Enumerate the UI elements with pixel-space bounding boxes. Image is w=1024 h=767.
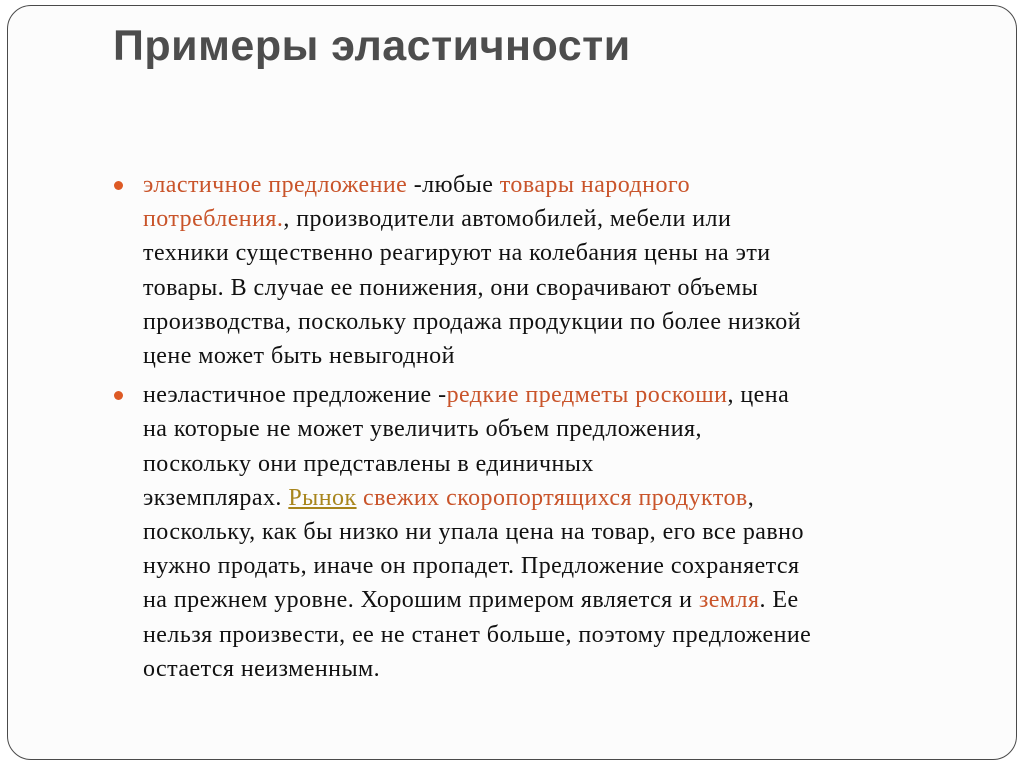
bullet-elastic-supply [112,168,972,373]
highlight-consumer-goods: товары народного [499,172,691,198]
text-line: нужно продать, иначе он пропадет. Предложение сохраняется [143,553,800,580]
text-line: товары. В случае ее понижения, они сворачивают объемы [143,274,759,301]
highlight-luxury-items: редкие предметы роскоши [446,382,728,409]
text-segment: , [747,484,755,511]
text-line [143,481,972,515]
bullet-dot-icon [114,391,123,400]
text-segment: -любые [407,172,500,198]
text-segment: на прежнем уровне. Хорошим примером является и [143,587,699,614]
text-line: производства, поскольку продажа продукции по более низкой [143,308,802,335]
text-segment: , производители автомобилей, мебели или [283,206,732,233]
text-segment: . Ее [759,587,799,614]
text-line: поскольку, как бы низко ни упала цена на товар, его все равно [143,519,804,546]
highlight-consumption: потребления. [143,206,284,233]
text-line: на которые не может увеличить объем предложения, [143,416,702,443]
bullet-list [112,168,972,691]
highlight-land: земля [698,587,760,614]
market-link[interactable]: Рынок [288,484,357,511]
text-line [143,378,972,412]
text-segment: , цена [727,382,790,409]
term-elastic-supply: эластичное предложение [143,172,408,198]
text-segment: неэластичное предложение - [143,382,447,409]
text-line: техники существенно реагируют на колебания цены на эти [143,240,771,267]
text-line: цене может быть невыгодной [143,343,455,370]
text-line: нельзя произвести, ее не станет больше, поэтому предложение [143,621,812,648]
slide-title: Примеры эластичности [113,22,631,70]
bullet-inelastic-supply [112,378,972,686]
text-line [143,168,972,202]
bullet-dot-icon [114,181,123,190]
text-line: остается неизменным. [143,655,381,682]
text-segment: экземплярах. [143,484,289,511]
text-line [143,202,972,236]
text-line [143,583,972,617]
highlight-perishables: свежих скоропортящихся продуктов [363,484,748,511]
text-line: поскольку они представлены в единичных [143,450,594,477]
